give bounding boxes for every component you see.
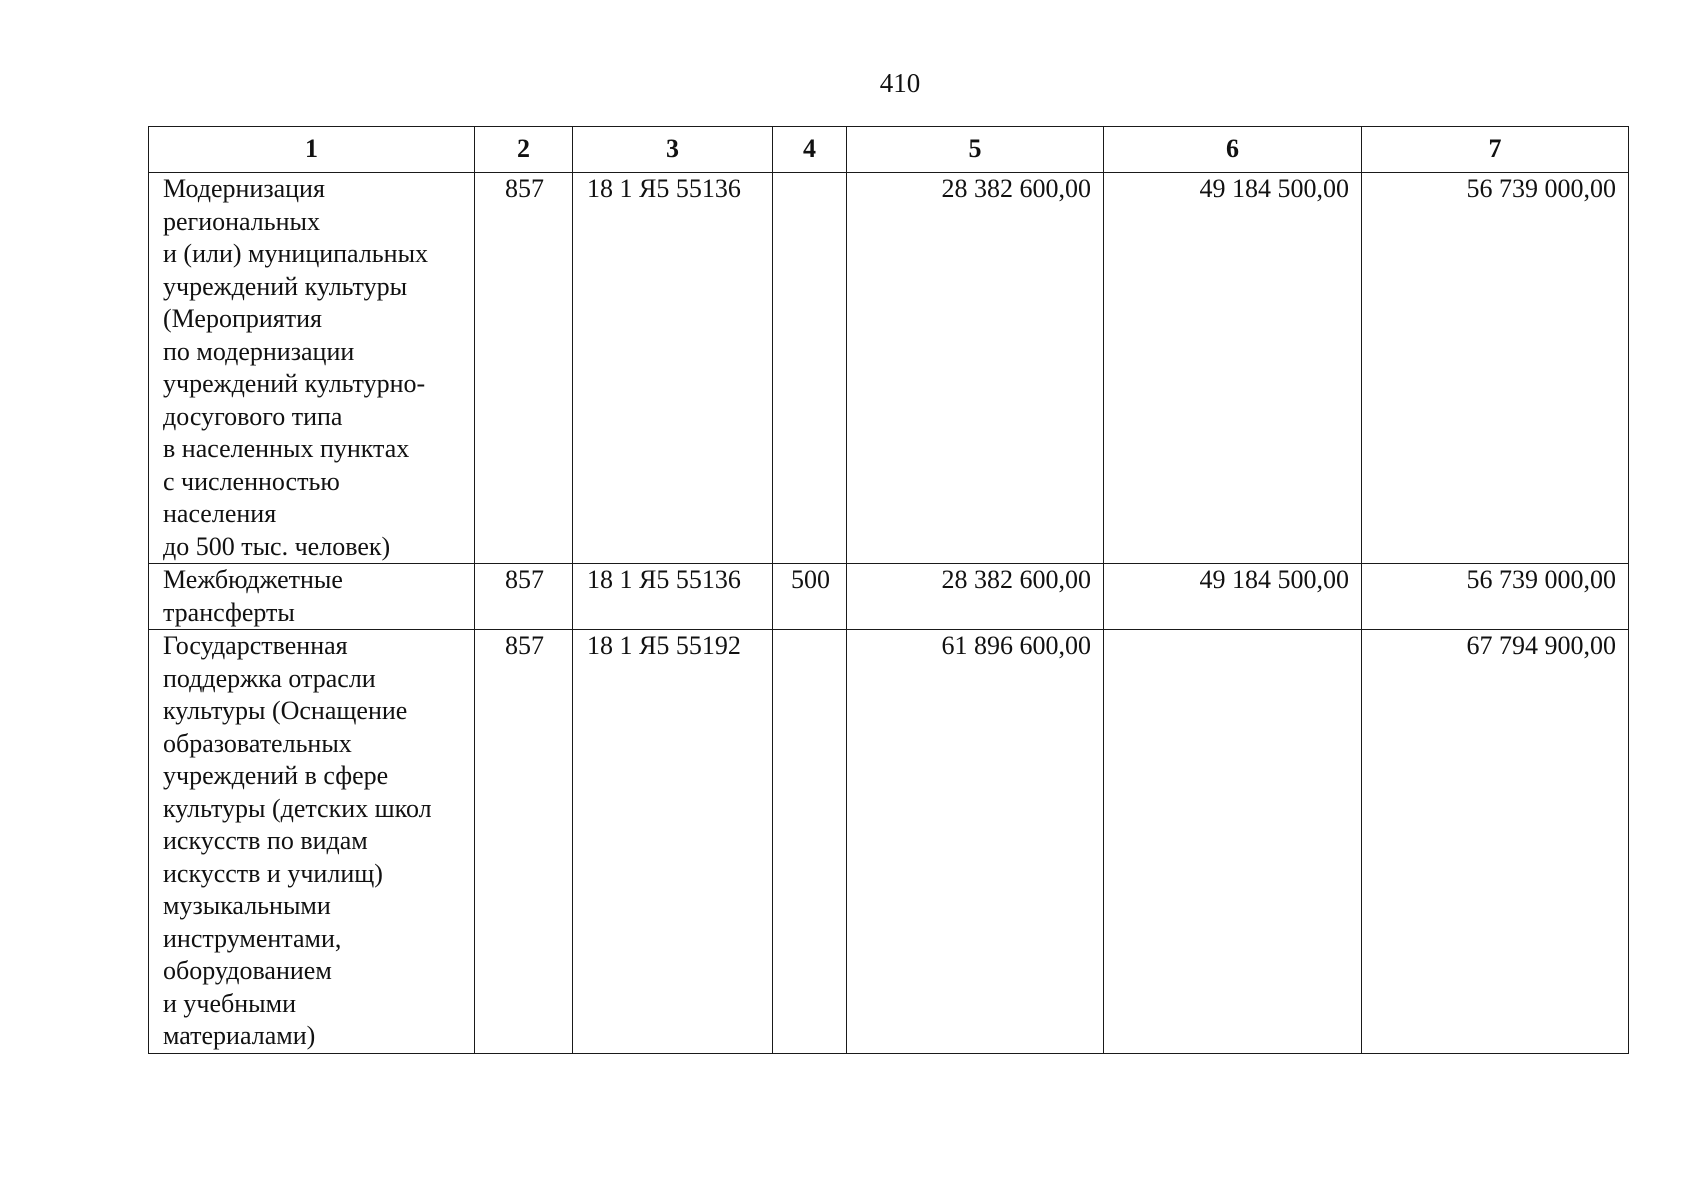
item-name-line: образовательных [163, 728, 352, 758]
column-header: 1 [149, 127, 475, 173]
item-name-line: оборудованием [163, 956, 332, 985]
amount-year-2-cell: 49 184 500,00 [1104, 564, 1362, 630]
item-name-line: региональных [163, 206, 321, 236]
item-name-line: инструментами, [163, 923, 342, 953]
amount-year-3-cell: 67 794 900,00 [1362, 630, 1629, 1054]
ministry-code-cell: 857 [475, 564, 573, 630]
item-name-line: Межбюджетные [163, 565, 343, 594]
item-name-line: учреждений в сфере [163, 761, 389, 790]
column-header: 6 [1104, 127, 1362, 173]
item-name-line: культуры (детских школ [163, 793, 432, 823]
item-name-line: Государственная [163, 631, 348, 660]
column-header: 5 [847, 127, 1104, 173]
amount-year-2-cell [1104, 630, 1362, 1054]
expense-type-cell [773, 173, 847, 564]
item-name-cell [149, 630, 475, 1054]
table-header-row [149, 127, 1629, 173]
item-name-cell [149, 564, 475, 630]
item-name-line: искусств и училищ) [163, 858, 383, 888]
budget-table [148, 126, 1629, 1054]
table-row [149, 173, 1629, 564]
expense-type-cell: 500 [773, 564, 847, 630]
target-article-cell: 18 1 Я5 55192 [573, 630, 773, 1054]
item-name-line: учреждений культурно- [163, 369, 426, 398]
item-name-line: (Мероприятия [163, 304, 322, 333]
item-name-line: трансферты [163, 597, 295, 627]
item-name-line: учреждений культуры [163, 271, 408, 301]
amount-year-3-cell: 56 739 000,00 [1362, 564, 1629, 630]
item-name-line: искусств по видам [163, 826, 368, 855]
ministry-code-cell: 857 [475, 630, 573, 1054]
item-name-line: в населенных пунктах [163, 434, 410, 463]
page-number: 410 [879, 68, 921, 98]
column-header: 7 [1362, 127, 1629, 173]
amount-year-2-cell: 49 184 500,00 [1104, 173, 1362, 564]
item-name-line: музыкальными [163, 891, 331, 920]
item-name-line: до 500 тыс. человек) [163, 531, 391, 561]
table-row [149, 630, 1629, 1054]
target-article-cell: 18 1 Я5 55136 [573, 173, 773, 564]
item-name-line: Модернизация [163, 174, 325, 203]
item-name-line: культуры (Оснащение [163, 696, 408, 725]
item-name-line: по модернизации [163, 336, 355, 366]
item-name-cell [149, 173, 475, 564]
column-header: 2 [475, 127, 573, 173]
item-name-line: материалами) [163, 1021, 316, 1050]
item-name-line: и учебными [163, 988, 297, 1018]
amount-year-3-cell: 56 739 000,00 [1362, 173, 1629, 564]
column-header: 4 [773, 127, 847, 173]
table-row [149, 564, 1629, 630]
item-name-line: населения [163, 499, 277, 528]
item-name-line: с численностью [163, 466, 340, 496]
item-name-line: поддержка отрасли [163, 663, 376, 693]
item-name-line: досугового типа [163, 401, 343, 431]
expense-type-cell [773, 630, 847, 1054]
amount-year-1-cell: 28 382 600,00 [847, 173, 1104, 564]
amount-year-1-cell: 28 382 600,00 [847, 564, 1104, 630]
column-header: 3 [573, 127, 773, 173]
target-article-cell: 18 1 Я5 55136 [573, 564, 773, 630]
amount-year-1-cell: 61 896 600,00 [847, 630, 1104, 1054]
ministry-code-cell: 857 [475, 173, 573, 564]
item-name-line: и (или) муниципальных [163, 239, 429, 268]
